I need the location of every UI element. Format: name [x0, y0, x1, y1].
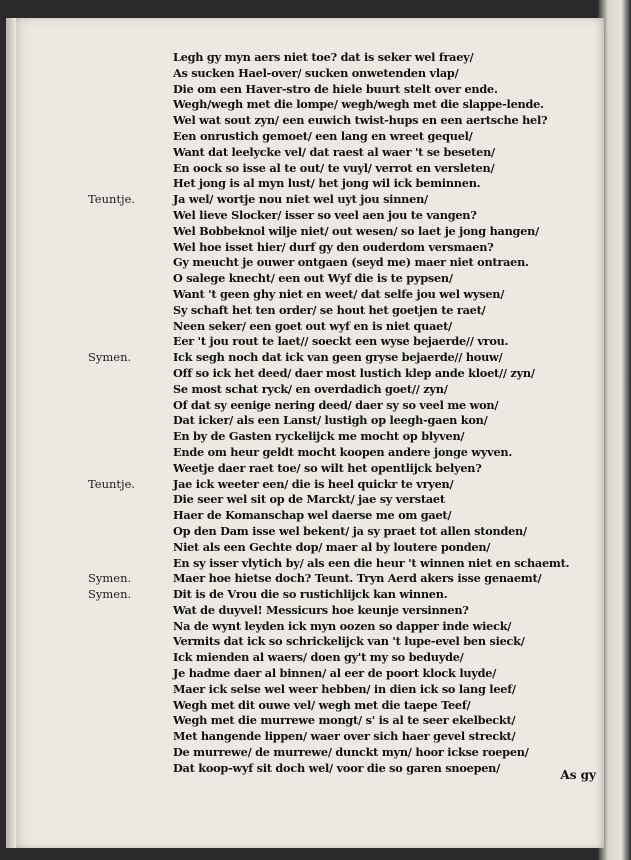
verse-text: Dat icker/ als een Lanst/ lustigh op leegh-gaen kon/: [173, 413, 488, 428]
verse-line: [18, 382, 588, 398]
book-page: [6, 18, 604, 848]
verse-line: [18, 445, 588, 461]
verse-text: Na de wynt leyden ick myn oozen so dapper inde wieck/: [173, 618, 512, 633]
verse-text: Je hadme daer al binnen/ al eer de poort klock luyde/: [173, 666, 497, 681]
verse-line: [18, 587, 588, 603]
verse-text: Wat de duyvel! Messicurs hoe keunje versinnen?: [173, 602, 469, 617]
verse-line: [18, 761, 588, 777]
verse-line: [18, 682, 588, 698]
verse-line: [18, 603, 588, 619]
verse-line: [18, 350, 588, 366]
verse-line: [18, 492, 588, 508]
verse-line: [18, 713, 588, 729]
verse-text: Wel wat sout zyn/ een euwich twist-hups en een aertsche hel?: [173, 113, 548, 128]
verse-text: Neen seker/ een goet out wyf en is niet quaet/: [173, 318, 452, 333]
verse-text: Of dat sy eenige nering deed/ daer sy so veel me won/: [173, 397, 499, 412]
verse-line: [18, 413, 588, 429]
verse-line: [18, 303, 588, 319]
verse-text: Sy schaft het ten order/ se hout het goetjen te raet/: [173, 302, 486, 317]
verse-line: [18, 82, 588, 98]
verse-line: [18, 461, 588, 477]
verse-text: Haer de Komanschap wel daerse me om gaet/: [173, 508, 452, 523]
verse-text: Ick mienden al waers/ doen gy't my so beduyde/: [173, 650, 464, 665]
verse-line: [18, 161, 588, 177]
verse-line: [18, 650, 588, 666]
verse-text: Want dat leelycke vel/ dat raest al waer 't se beseten/: [173, 144, 495, 159]
verse-text: Op den Dam isse wel bekent/ ja sy praet tot allen stonden/: [173, 523, 527, 538]
verse-line: [18, 540, 588, 556]
verse-text: Wel Bobbeknol wilje niet/ out wesen/ so laet je jong hangen/: [173, 223, 539, 238]
verse-line: [18, 97, 588, 113]
verse-text: Maer hoe hietse doch? Teunt. Tryn Aerd akers isse genaemt/: [173, 571, 542, 586]
verse-text: Niet als een Gechte dop/ maer al by loutere ponden/: [173, 539, 491, 554]
verse-line: [18, 556, 588, 572]
verse-line: [18, 113, 588, 129]
verse-line: [18, 524, 588, 540]
verse-line: [18, 145, 588, 161]
verse-line: [18, 429, 588, 445]
verse-text: Die om een Haver-stro de hiele buurt stelt over ende.: [173, 81, 498, 96]
verse-line: [18, 729, 588, 745]
verse-line: [18, 319, 588, 335]
verse-text: Wegh met dit ouwe vel/ wegh met die taepe Teef/: [173, 697, 471, 712]
verse-line: [18, 366, 588, 382]
speaker-name: Symen.: [88, 587, 132, 602]
verse-text: Dat koop-wyf sit doch wel/ voor die so garen snoepen/: [173, 760, 500, 775]
verse-text: Vermits dat ick so schrickelijck van 't lupe-evel ben sieck/: [173, 634, 525, 649]
speaker-name: Teuntje.: [88, 476, 136, 491]
verse-text: Wegh met die murrewe mongt/ s' is al te seer ekelbeckt/: [173, 713, 516, 728]
verse-line: [18, 619, 588, 635]
verse-text: En by de Gasten ryckelijck me mocht op blyven/: [173, 429, 465, 444]
page-gutter: [6, 18, 16, 848]
verse-line: [18, 176, 588, 192]
verse-block: [18, 50, 588, 777]
verse-line: [18, 666, 588, 682]
verse-text: Met hangende lippen/ waer over sich haer gevel streckt/: [173, 729, 516, 744]
verse-text: Wel lieve Slocker/ isser so veel aen jou te vangen?: [173, 207, 477, 222]
verse-line: [18, 287, 588, 303]
verse-text: Ick segh noch dat ick van geen gryse bejaerde// houw/: [173, 350, 503, 365]
verse-line: [18, 334, 588, 350]
verse-line: [18, 224, 588, 240]
verse-line: [18, 477, 588, 493]
verse-line: [18, 66, 588, 82]
verse-line: [18, 255, 588, 271]
verse-line: [18, 745, 588, 761]
verse-line: [18, 271, 588, 287]
verse-text: Wegh/wegh met die lompe/ wegh/wegh met die slappe-lende.: [173, 97, 544, 112]
verse-line: [18, 208, 588, 224]
verse-text: Legh gy myn aers niet toe? dat is seker wel fraey/: [173, 50, 474, 64]
catchword: As gy: [560, 768, 596, 782]
verse-text: Weetje daer raet toe/ so wilt het opentlijck belyen?: [173, 460, 482, 475]
verse-text: Een onrustich gemoet/ een lang en wreet gequel/: [173, 128, 473, 143]
verse-text: Die seer wel sit op de Marckt/ jae sy verstaet: [173, 492, 445, 507]
verse-line: [18, 192, 588, 208]
speaker-name: Symen.: [88, 350, 132, 365]
verse-line: [18, 698, 588, 714]
verse-text: O salege knecht/ een out Wyf die is te pypsen/: [173, 271, 453, 286]
verse-text: De murrewe/ de murrewe/ dunckt myn/ hoor ickse roepen/: [173, 745, 529, 760]
verse-line: [18, 398, 588, 414]
verse-text: En sy isser vlytich by/ als een die heur 't winnen niet en schaemt.: [173, 555, 570, 570]
verse-text: Se most schat ryck/ en overdadich goet// zyn/: [173, 381, 448, 396]
verse-text: Dit is de Vrou die so rustichlijck kan winnen.: [173, 587, 448, 602]
verse-line: [18, 571, 588, 587]
verse-text: Gy meucht je ouwer ontgaen (seyd me) maer niet ontraen.: [173, 255, 529, 270]
verse-line: [18, 50, 588, 66]
verse-text: Ja wel/ wortje nou niet wel uyt jou sinnen/: [173, 192, 428, 207]
verse-line: [18, 508, 588, 524]
verse-line: [18, 634, 588, 650]
verse-text: Eer 't jou rout te laet// soeckt een wyse bejaerde// vrou.: [173, 334, 509, 349]
verse-text: Maer ick selse wel weer hebben/ in dien ick so lang leef/: [173, 681, 516, 696]
speaker-name: Teuntje.: [88, 192, 136, 207]
verse-text: Jae ick weeter een/ die is heel quickr te vryen/: [173, 476, 454, 491]
verse-text: En oock so isse al te out/ te vuyl/ verrot en versleten/: [173, 160, 495, 175]
verse-text: As sucken Hael-over/ sucken onwetenden vlap/: [173, 65, 459, 80]
verse-text: Want 't geen ghy niet en weet/ dat selfe jou wel wysen/: [173, 286, 505, 301]
speaker-name: Symen.: [88, 571, 132, 586]
verse-text: Het jong is al myn lust/ het jong wil ick beminnen.: [173, 176, 481, 191]
verse-text: Wel hoe isset hier/ durf gy den ouderdom versmaen?: [173, 239, 494, 254]
verse-line: [18, 129, 588, 145]
verse-text: Off so ick het deed/ daer most lustich klep ande kloet// zyn/: [173, 365, 535, 380]
verse-line: [18, 240, 588, 256]
verse-text: Ende om heur geldt mocht koopen andere jonge wyven.: [173, 444, 513, 459]
